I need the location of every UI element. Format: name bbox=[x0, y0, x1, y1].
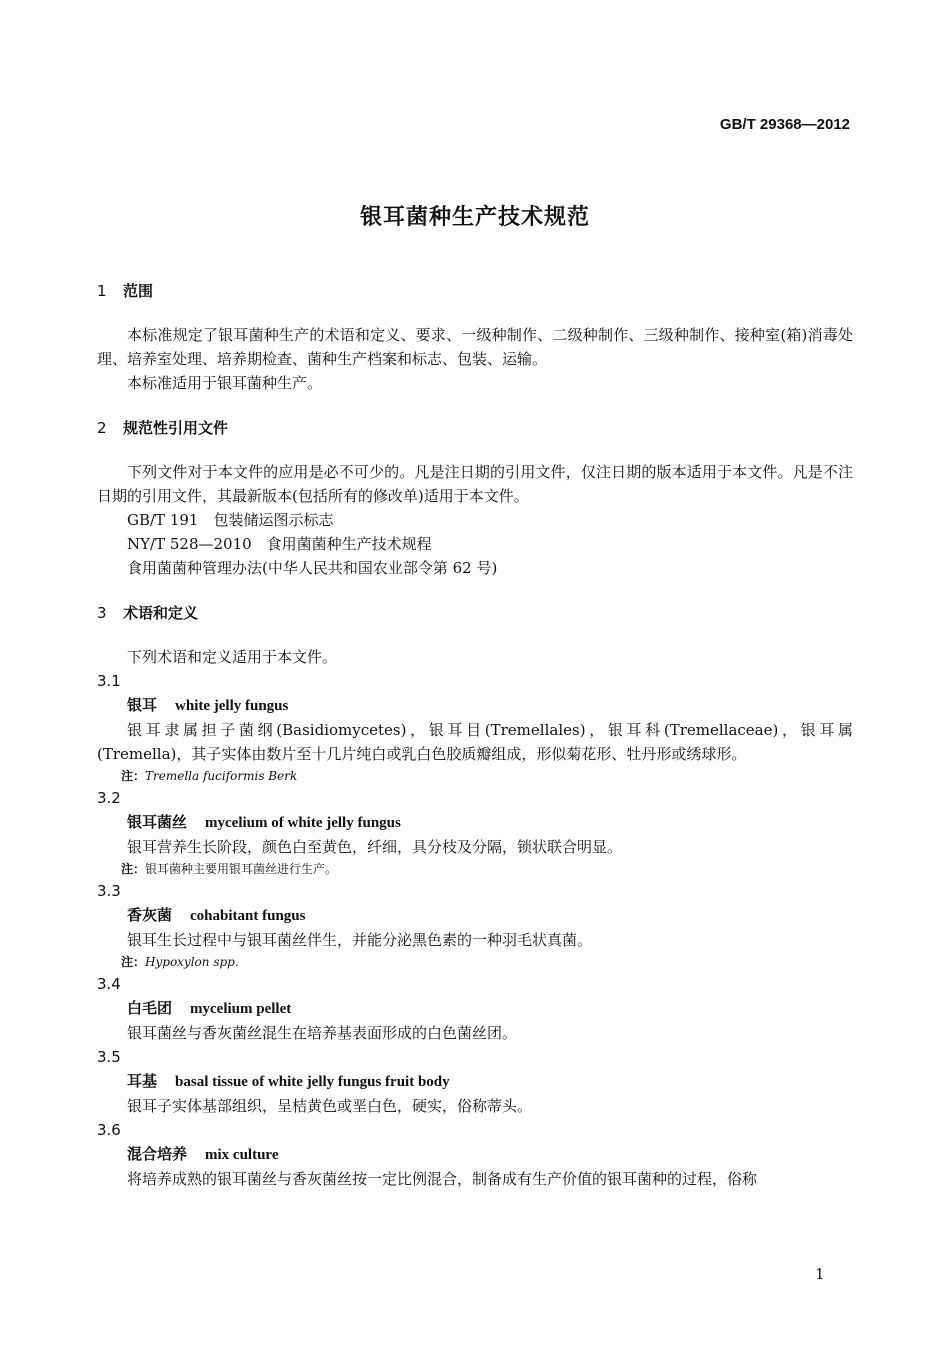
note-label: 注： bbox=[121, 862, 146, 876]
term-en: mix culture bbox=[205, 1147, 279, 1163]
term-en: white jelly fungus bbox=[175, 698, 289, 714]
term-number: 3.4 bbox=[97, 975, 121, 993]
term-note bbox=[97, 859, 853, 879]
term-number: 3.6 bbox=[97, 1121, 121, 1139]
section-title: 术语和定义 bbox=[123, 604, 199, 622]
term-heading bbox=[97, 1142, 853, 1167]
section-title: 范围 bbox=[123, 282, 154, 300]
section-number: 2 bbox=[97, 419, 107, 437]
term-en: mycelium pellet bbox=[190, 1001, 292, 1017]
page-title: 银耳菌种生产技术规范 bbox=[359, 205, 590, 230]
reference-item: GB/T 191 包装储运图示标志 bbox=[127, 511, 334, 529]
term-definition: 将培养成熟的银耳菌丝与香灰菌丝按一定比例混合，制备成有生产价值的银耳菌种的过程，俗称 bbox=[127, 1170, 758, 1188]
term-zh: 银耳 bbox=[127, 696, 158, 714]
term-note bbox=[97, 952, 853, 972]
term-zh: 白毛团 bbox=[127, 999, 173, 1017]
term-heading bbox=[97, 996, 853, 1021]
term-heading bbox=[97, 1069, 853, 1094]
term-en: mycelium of white jelly fungus bbox=[205, 815, 401, 831]
note-text: Hypoxylon spp. bbox=[145, 955, 239, 969]
term-en: cohabitant fungus bbox=[190, 908, 306, 924]
reference-item: 食用菌菌种管理办法(中华人民共和国农业部令第 62 号) bbox=[127, 559, 498, 577]
term-en: basal tissue of white jelly fungus fruit body bbox=[175, 1074, 450, 1090]
term-number: 3.5 bbox=[97, 1048, 121, 1066]
term-heading bbox=[97, 903, 853, 928]
paragraph: 本标准适用于银耳菌种生产。 bbox=[127, 374, 323, 392]
note-label: 注： bbox=[121, 769, 146, 783]
term-zh: 混合培养 bbox=[127, 1145, 188, 1163]
standard-number: GB/T 29368—2012 bbox=[719, 116, 850, 133]
section-1-heading bbox=[97, 280, 853, 301]
document-body bbox=[97, 280, 853, 1191]
term-zh: 耳基 bbox=[127, 1072, 158, 1090]
term-definition: 银耳营养生长阶段，颜色白至黄色，纤细，具分枝及分隔，锁状联合明显。 bbox=[127, 838, 623, 856]
section-2-heading bbox=[97, 417, 853, 438]
section-number: 3 bbox=[97, 604, 107, 622]
paragraph: 下列术语和定义适用于本文件。 bbox=[127, 648, 338, 666]
term-heading bbox=[97, 693, 853, 718]
page-number: 1 bbox=[815, 1265, 825, 1283]
term-number: 3.3 bbox=[97, 882, 121, 900]
section-title: 规范性引用文件 bbox=[123, 419, 229, 437]
section-number: 1 bbox=[97, 282, 107, 300]
term-number: 3.1 bbox=[97, 672, 121, 690]
term-definition: 银耳生长过程中与银耳菌丝伴生，并能分泌黑色素的一种羽毛状真菌。 bbox=[127, 931, 593, 949]
term-definition: 银耳子实体基部组织，呈桔黄色或垩白色，硬实，俗称蒂头。 bbox=[127, 1097, 533, 1115]
term-heading bbox=[97, 810, 853, 835]
term-zh: 香灰菌 bbox=[127, 906, 173, 924]
paragraph: 本标准规定了银耳菌种生产的术语和定义、要求、一级种制作、二级种制作、三级种制作、接种室(箱)消毒处理、培养室处理、培养期检查、菌种生产档案和标志、包装、运输。 bbox=[97, 326, 853, 368]
term-note bbox=[97, 766, 853, 786]
term-definition: 银耳菌丝与香灰菌丝混生在培养基表面形成的白色菌丝团。 bbox=[127, 1024, 518, 1042]
reference-item: NY/T 528—2010 食用菌菌种生产技术规程 bbox=[127, 535, 432, 553]
note-text: 银耳菌种主要用银耳菌丝进行生产。 bbox=[145, 862, 338, 876]
section-3-heading bbox=[97, 602, 853, 623]
term-definition: 银耳隶属担子菌纲(Basidiomycetes)，银耳目(Tremellales)，银耳科(Tremellaceae)，银耳属(Tremella)，其子实体由数片至十几片纯白或乳白色胶质瓣组成，形似菊花形、牡丹形或绣球形。 bbox=[97, 721, 853, 763]
term-zh: 银耳菌丝 bbox=[127, 813, 188, 831]
paragraph: 下列文件对于本文件的应用是必不可少的。凡是注日期的引用文件，仅注日期的版本适用于本文件。凡是不注日期的引用文件，其最新版本(包括所有的修改单)适用于本文件。 bbox=[97, 463, 853, 505]
term-number: 3.2 bbox=[97, 789, 121, 807]
note-label: 注： bbox=[121, 955, 146, 969]
note-text: Tremella fuciformis Berk bbox=[145, 769, 298, 783]
